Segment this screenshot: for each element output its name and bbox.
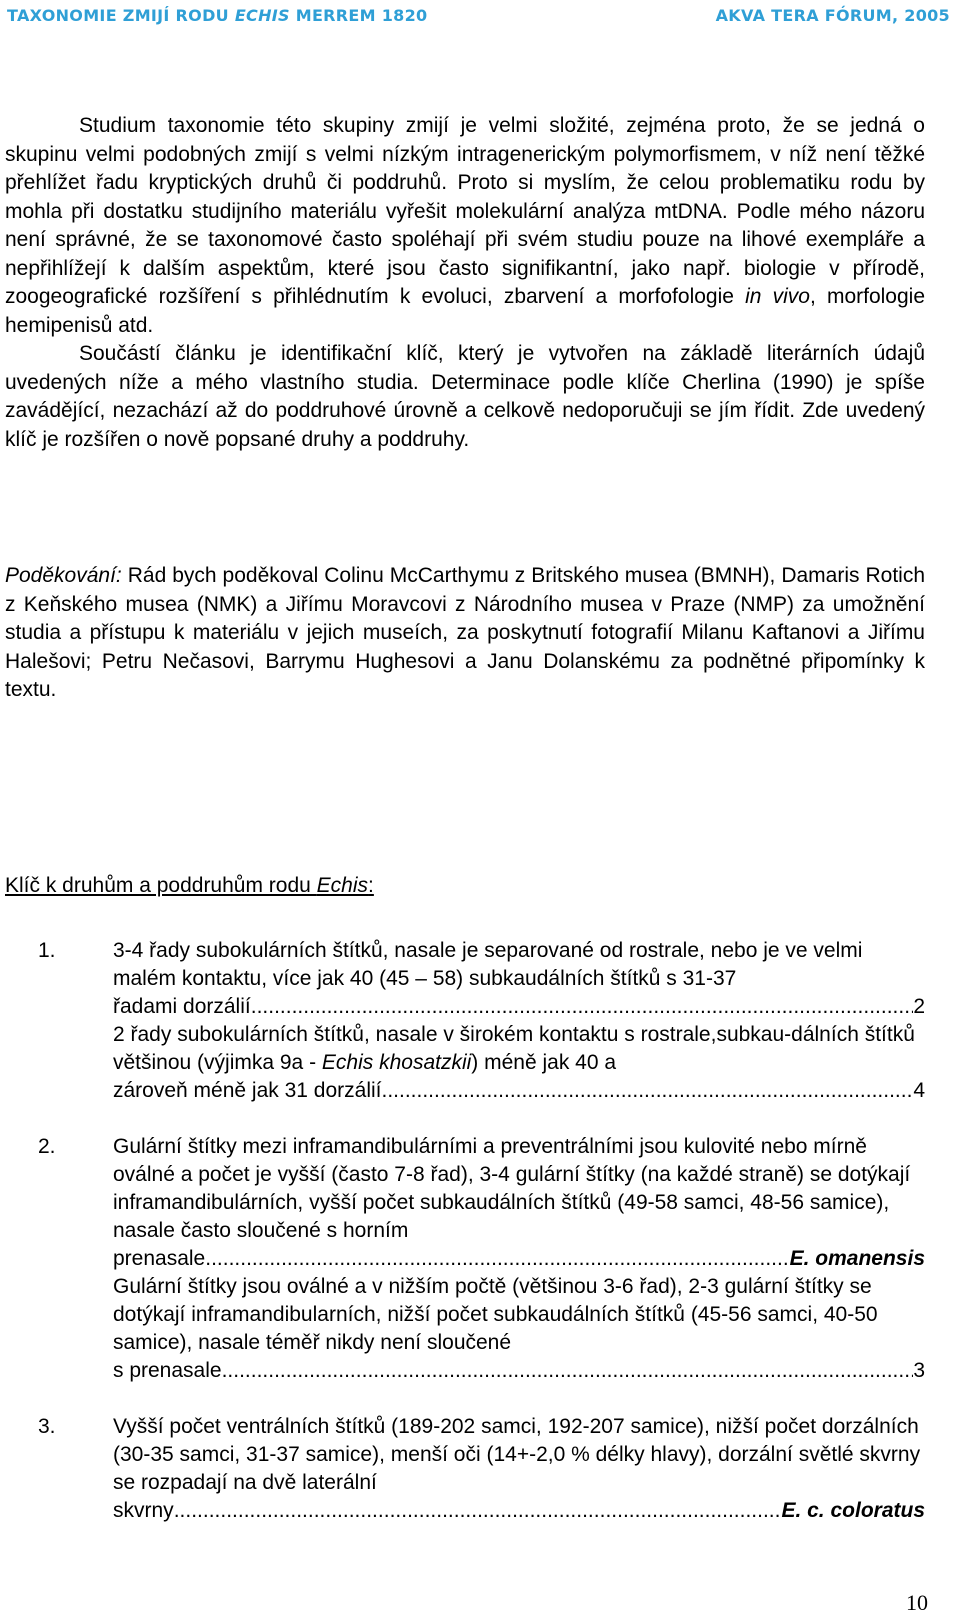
acknowledgement-paragraph: Poděkování: Rád bych poděkoval Colinu McCarthymu z Britského musea (BMNH), Damaris Rotich z Keňského musea (NMK) a Jiřímu Moravcovi z Národního musea v Praze (NMP) za umožnění studia a přístupu k materiálu v jejich museích, za poskytnutí fotografií Milanu Kaftanovi a Jiřímu Halešovi; Petru Nečasovi, Barrymu Hughesovi a Janu Dolanskému za podnětné připomínky k textu. (5, 564, 925, 701)
intro-paragraph-2: Součástí článku je identifikační klíč, který je vytvořen na základě literárních údajů uvedených níže a mého vlastního studia. Determinace podle klíče Cherlina (1990) je spíše zavádějící, nezachází až do poddruhové úrovně a celkově nedoporučuji se jím řídit. Zde uvedený klíč je rozšířen o nově popsané druhy a poddruhy. (5, 342, 925, 451)
intro-paragraph-1: Studium taxonomie této skupiny zmijí je velmi složité, zejména proto, že se jedná o skupinu velmi podobných zmijí s velmi nízkým intragenerickým polymorfismem, v níž není těžké přehlížet řadu kryptických druhů či poddruhů. Proto si myslím, že celou problematiku rodu by mohla při dostatku studijního materiálu vyřešit molekulární analýza mtDNA. Podle mého názoru není správné, že se taxonomové často spoléhají při svém studiu pouze na lihové exempláře a nepřihlížejí k dalším aspektům, které jsou často signifikantní, jako např. biologie v přírodě, zoogeografické rozšíření s přihlédnutím k evoluci, zbarvení a morfofologie in vivo, morfologie hemipenisů atd. (5, 114, 926, 337)
key-item-text (113, 1413, 925, 1525)
key-item-number: 3. (38, 1415, 56, 1438)
key-lead-line: zároveň méně jak 31 dorzálií ..... 4 (113, 1077, 925, 1105)
key-result: 2 (913, 995, 925, 1018)
key-result: E. c. coloratus (781, 1499, 925, 1522)
page-number: 10 (906, 1590, 928, 1615)
acknowledgement-section (5, 562, 925, 705)
key-item-number: 1. (38, 939, 56, 962)
key-lead-line: skvrny ..... E. c. coloratus (113, 1497, 925, 1525)
key-lead-line: s prenasale ..... 3 (113, 1357, 925, 1385)
key-item-text (113, 937, 925, 1105)
header-title: TAXONOMIE ZMIJÍ RODU ECHIS MERREM 1820 (7, 6, 428, 25)
acknowledgement-label: Poděkování: (5, 564, 122, 587)
key-result: 3 (913, 1359, 925, 1382)
header-journal: AKVA TERA FÓRUM, 2005 (715, 6, 950, 25)
key-couplet-a: 3-4 řady subokulárních štítků, nasale je separované od rostrale, nebo je ve velmi malém kontaktu, více jak 40 (45 – 58) subkaudálních štítků s 31-37 (113, 939, 863, 990)
key-couplet-a: Gulární štítky mezi inframandibulárními a preventrálními jsou kulovité nebo mírně oválné a počet je vyšší (často 7-8 řad), 3-4 gulární štítky (na každé straně) se dotýkají inframandibulárních, vyšší počet subkaudálních štítků (49-58 samci, 48-56 samice), nasale často sloučené s horním (113, 1135, 911, 1242)
key-lead-line: řadami dorzálií ..... 2 (113, 993, 925, 1021)
key-result: E. omanensis (789, 1247, 925, 1270)
key-heading: Klíč k druhům a poddruhům rodu Echis: (5, 874, 374, 897)
intro-section (5, 112, 925, 454)
key-result: 4 (913, 1079, 925, 1102)
key-lead-line: prenasale ..... E. omanensis (113, 1245, 925, 1273)
key-item-text (113, 1133, 925, 1385)
key-couplet-b: Gulární štítky jsou oválné a v nižším počtě (většinou 3-6 řad), 2-3 gulární štítky se dotýkají inframandibularních, nižší počet subkaudálních štítků (45-56 samci, 40-50 samice), nasale téměř nikdy není sloučené (113, 1275, 878, 1354)
key-couplet-b: 2 řady subokulárních štítků, nasale v širokém kontaktu s rostrale,subkau-dálních štítků většinou (výjimka 9a - Echis khosatzkii) méně jak 40 a (113, 1023, 915, 1074)
running-header (0, 0, 960, 30)
key-couplet-a: Vyšší počet ventrálních štítků (189-202 samci, 192-207 samice), nižší počet dorzálních (30-35 samci, 31-37 samice), menší oči (14+-2,0 % délky hlavy), dorzální světlé skvrny se rozpadají na dvě laterální (113, 1415, 921, 1494)
key-item-number: 2. (38, 1135, 56, 1158)
